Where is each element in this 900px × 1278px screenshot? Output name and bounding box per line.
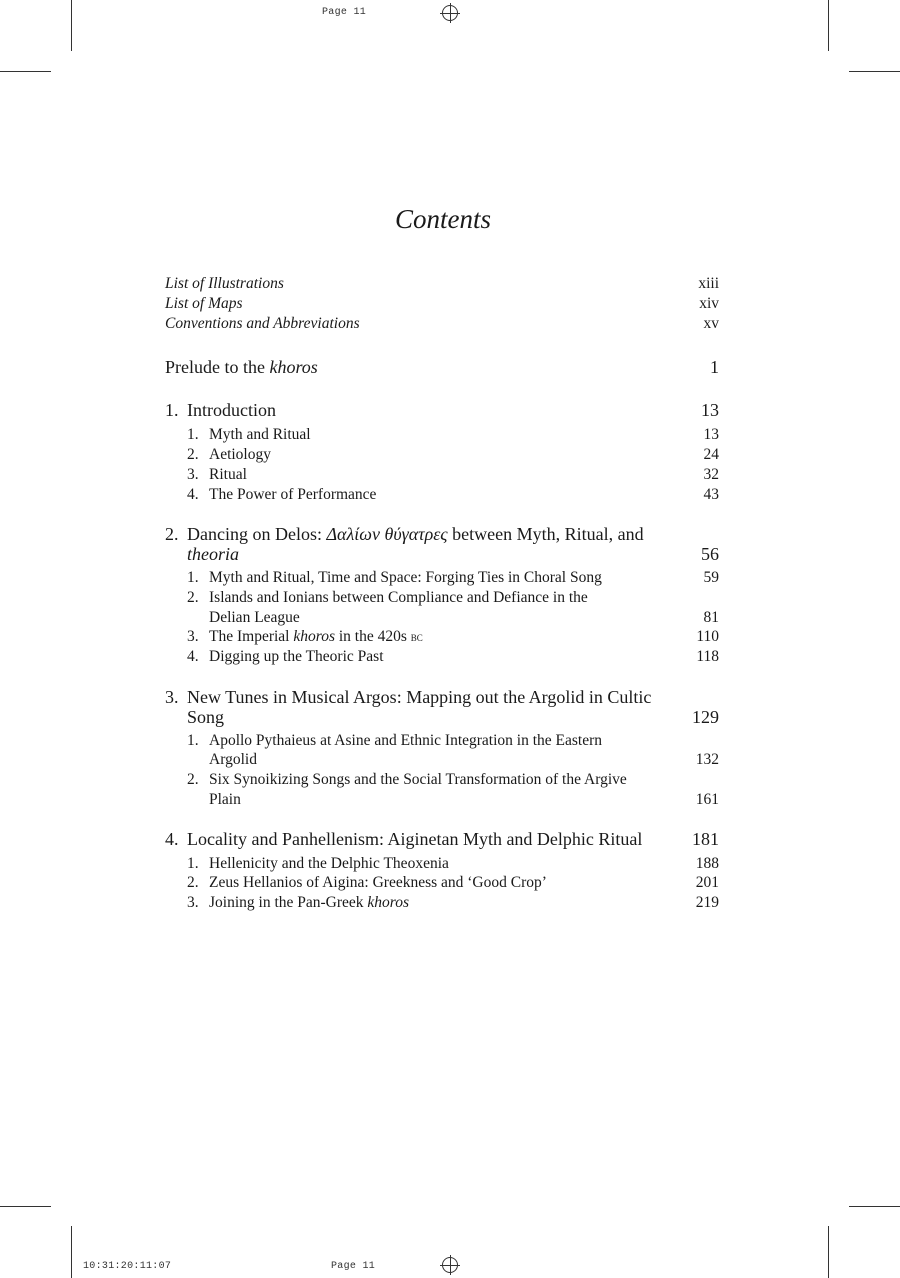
section-title-italic: khoros bbox=[293, 628, 335, 645]
toc-entry[interactable] bbox=[165, 315, 719, 333]
registration-mark-icon bbox=[442, 5, 458, 21]
section-title-cont: in the 420s bbox=[334, 628, 411, 645]
section-title: Joining in the Pan-Greek bbox=[209, 894, 368, 911]
chapter-title-greek: Δαλίων θύγατρες bbox=[326, 524, 448, 544]
toc-section[interactable] bbox=[165, 628, 719, 646]
crop-mark bbox=[71, 0, 72, 51]
toc-chapter-4[interactable] bbox=[165, 829, 719, 850]
section-number: 4. bbox=[187, 486, 199, 503]
crop-mark bbox=[849, 71, 900, 72]
toc-page: 132 bbox=[695, 751, 719, 768]
toc-label bbox=[165, 524, 644, 545]
toc-entry[interactable] bbox=[165, 275, 719, 293]
toc-section-line2[interactable] bbox=[165, 791, 719, 809]
section-title: Ritual bbox=[209, 466, 247, 483]
section-title-line2: Delian League bbox=[209, 609, 300, 626]
chapter-number: 4. bbox=[165, 829, 179, 849]
crop-mark bbox=[71, 1226, 72, 1278]
toc-label bbox=[187, 486, 376, 504]
toc-page: 118 bbox=[696, 648, 719, 665]
chapter-number: 1. bbox=[165, 400, 179, 420]
toc-label bbox=[187, 855, 449, 873]
slug-bottom-left: 10:31:20:11:07 bbox=[83, 1261, 172, 1272]
toc-label bbox=[165, 829, 642, 850]
section-title: Islands and Ionians between Compliance and Defiance in the bbox=[209, 589, 588, 606]
section-number: 1. bbox=[187, 426, 199, 443]
toc-label: Conventions and Abbreviations bbox=[165, 315, 360, 332]
section-title: Myth and Ritual, Time and Space: Forging Ties in Choral Song bbox=[209, 569, 602, 586]
crop-mark bbox=[0, 1206, 51, 1207]
toc-section[interactable] bbox=[165, 589, 719, 607]
chapter-title-cont: between Myth, Ritual, and bbox=[447, 524, 644, 544]
section-title: Apollo Pythaieus at Asine and Ethnic Integration in the Eastern bbox=[209, 732, 603, 749]
toc-page: xiii bbox=[698, 275, 719, 292]
chapter-title: New Tunes in Musical Argos: Mapping out the Argolid in Cultic bbox=[187, 687, 652, 707]
toc-label bbox=[165, 687, 651, 708]
toc-label bbox=[187, 466, 247, 484]
toc-page: 181 bbox=[692, 829, 719, 849]
toc-page: 81 bbox=[703, 609, 719, 626]
crop-mark bbox=[828, 0, 829, 51]
toc-page: 110 bbox=[696, 628, 719, 645]
toc-chapter-3[interactable] bbox=[165, 687, 719, 708]
toc-page: 56 bbox=[701, 544, 719, 564]
toc-page: 129 bbox=[692, 707, 719, 727]
toc-page: 13 bbox=[701, 400, 719, 420]
slug-bottom-center: Page 11 bbox=[331, 1261, 376, 1272]
section-title-line2: Argolid bbox=[209, 751, 257, 768]
toc-chapter-1[interactable] bbox=[165, 400, 719, 421]
toc-chapter-3-line2[interactable] bbox=[165, 707, 719, 728]
toc-label bbox=[187, 569, 602, 587]
toc-label bbox=[187, 426, 311, 444]
section-title: The Power of Performance bbox=[209, 486, 377, 503]
toc-page: 219 bbox=[695, 894, 719, 911]
toc-label bbox=[187, 648, 384, 666]
toc-section[interactable] bbox=[165, 486, 719, 504]
toc-entry[interactable] bbox=[165, 295, 719, 313]
section-number: 4. bbox=[187, 648, 199, 665]
toc-label-italic: khoros bbox=[269, 357, 318, 377]
chapter-title: Locality and Panhellenism: Aiginetan Myth and Delphic Ritual bbox=[187, 829, 643, 849]
toc-label bbox=[165, 357, 318, 378]
chapter-number: 2. bbox=[165, 524, 179, 544]
toc-label: List of Maps bbox=[165, 295, 243, 312]
toc-page: 24 bbox=[703, 446, 719, 463]
toc-section[interactable] bbox=[165, 569, 719, 587]
toc-chapter-2-line2[interactable] bbox=[165, 544, 719, 565]
toc-label-text: Prelude to the bbox=[165, 357, 270, 377]
crop-mark bbox=[849, 1206, 900, 1207]
section-title-italic: khoros bbox=[367, 894, 410, 911]
toc-section[interactable] bbox=[165, 466, 719, 484]
toc-section[interactable] bbox=[165, 855, 719, 873]
chapter-title: Dancing on Delos: bbox=[187, 524, 327, 544]
toc-section[interactable] bbox=[165, 648, 719, 666]
toc-chapter-2[interactable] bbox=[165, 524, 719, 545]
toc-page: 13 bbox=[703, 426, 719, 443]
toc-entry-prelude[interactable] bbox=[165, 357, 719, 378]
toc-page: 43 bbox=[703, 486, 719, 503]
section-title-era: bc bbox=[410, 629, 423, 644]
chapter-number: 3. bbox=[165, 687, 179, 707]
section-number: 2. bbox=[187, 589, 199, 606]
slug-top: Page 11 bbox=[322, 7, 367, 18]
chapter-title: Introduction bbox=[187, 400, 276, 420]
page-title: Contents bbox=[394, 204, 491, 234]
section-number: 3. bbox=[187, 894, 199, 911]
toc-page: 161 bbox=[695, 791, 719, 808]
toc-label: List of Illustrations bbox=[165, 275, 284, 292]
toc-label bbox=[187, 732, 602, 750]
toc-label bbox=[187, 446, 271, 464]
toc-label bbox=[187, 628, 423, 646]
section-number: 1. bbox=[187, 569, 199, 586]
section-title: The Imperial bbox=[209, 628, 294, 645]
section-title: Digging up the Theoric Past bbox=[209, 648, 384, 665]
toc-page: 1 bbox=[710, 357, 719, 377]
section-title: Myth and Ritual bbox=[209, 426, 311, 443]
toc-page: 201 bbox=[695, 874, 719, 891]
toc-label bbox=[187, 894, 409, 912]
crop-mark bbox=[828, 1226, 829, 1278]
section-number: 2. bbox=[187, 446, 199, 463]
chapter-title-line2: theoria bbox=[187, 544, 239, 564]
toc-page: 59 bbox=[703, 569, 719, 586]
toc-page: xv bbox=[703, 315, 719, 332]
registration-mark-icon bbox=[442, 1257, 458, 1273]
section-title: Six Synoikizing Songs and the Social Transformation of the Argive bbox=[209, 771, 627, 788]
section-title: Hellenicity and the Delphic Theoxenia bbox=[209, 855, 449, 872]
chapter-title-line2: Song bbox=[187, 707, 225, 727]
toc-label bbox=[187, 874, 547, 892]
section-number: 2. bbox=[187, 874, 199, 891]
toc-section-line2[interactable] bbox=[165, 609, 719, 627]
section-number: 2. bbox=[187, 771, 199, 788]
toc-page: xiv bbox=[699, 295, 719, 312]
toc-page: 32 bbox=[703, 466, 719, 483]
toc-page: 188 bbox=[695, 855, 719, 872]
toc-section[interactable] bbox=[165, 771, 719, 789]
toc-section[interactable] bbox=[165, 446, 719, 464]
toc-section[interactable] bbox=[165, 732, 719, 750]
section-title: Zeus Hellanios of Aigina: Greekness and ‘Good Crop’ bbox=[209, 874, 547, 891]
toc-label bbox=[187, 589, 588, 607]
section-title-line2: Plain bbox=[209, 791, 241, 808]
toc-section-line2[interactable] bbox=[165, 751, 719, 769]
toc-label bbox=[165, 400, 276, 421]
section-title: Aetiology bbox=[209, 446, 271, 463]
crop-mark bbox=[0, 71, 51, 72]
section-number: 3. bbox=[187, 628, 199, 645]
toc-section[interactable] bbox=[165, 874, 719, 892]
toc-label bbox=[187, 771, 627, 789]
section-number: 1. bbox=[187, 732, 199, 749]
section-number: 1. bbox=[187, 855, 199, 872]
toc-section[interactable] bbox=[165, 894, 719, 912]
section-number: 3. bbox=[187, 466, 199, 483]
toc-section[interactable] bbox=[165, 426, 719, 444]
